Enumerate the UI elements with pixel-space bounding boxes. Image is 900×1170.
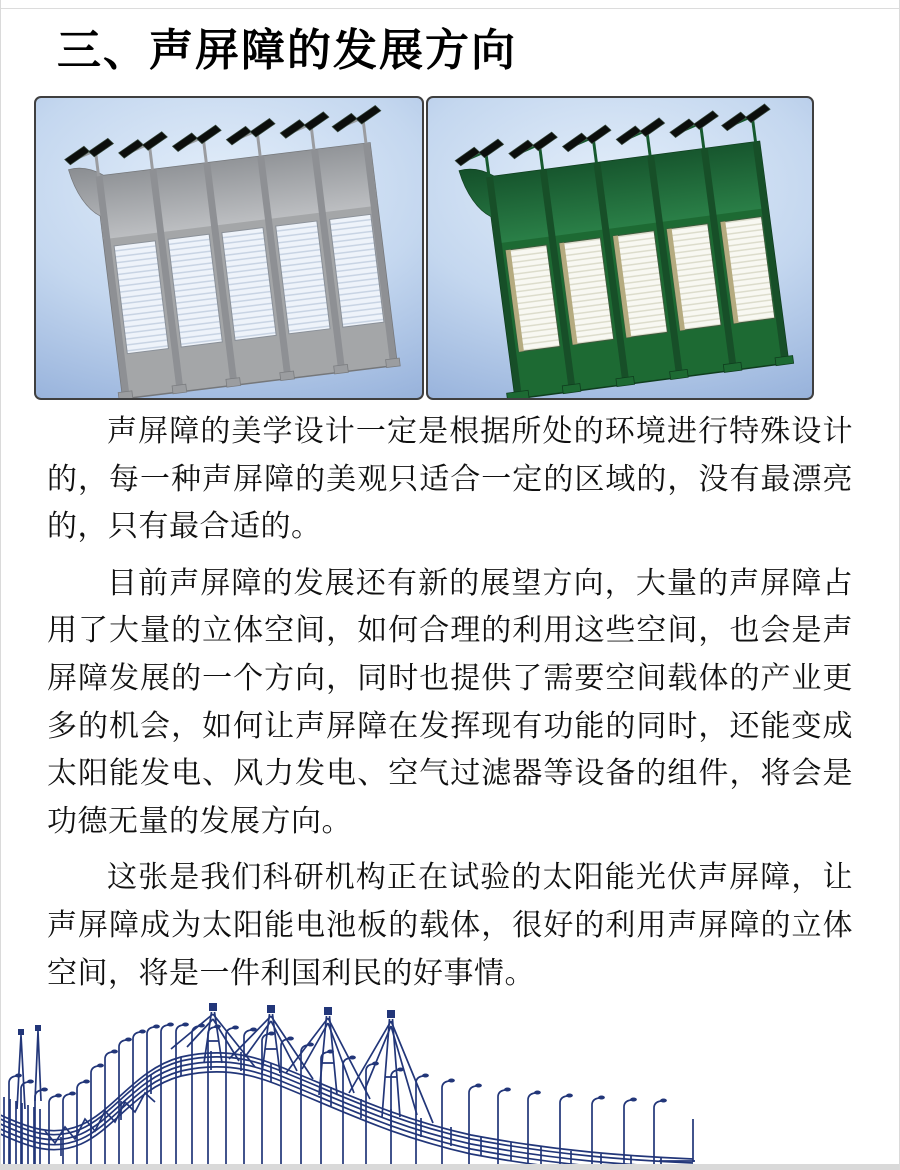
green-barrier-figure <box>426 96 814 400</box>
bridge-lineart-footer <box>1 1001 900 1166</box>
road-end-terminator <box>659 1119 695 1162</box>
gray-barrier-illustration <box>36 98 422 398</box>
body-text-block <box>47 408 853 1006</box>
paragraph-aesthetic-design: 声屏障的美学设计一定是根据所处的环境进行特殊设计的，每一种声屏障的美观只适合一定的区域的，没有最漂亮的，只有最合适的。 <box>47 415 853 544</box>
page-bottom-border <box>1 1164 899 1170</box>
green-barrier-illustration <box>428 98 812 398</box>
page-title: 三、声屏障的发展方向 <box>57 26 517 75</box>
page-top-border <box>1 8 899 9</box>
paragraph-development-outlook: 目前声屏障的发展还有新的展望方向，大量的声屏障占用了大量的立体空间，如何合理的利用这些空间，也会是声屏障发展的一个方向，同时也提供了需要空间载体的产业更多的机会，如何让声屏障在发挥现有功能的同时，还能变成太阳能发电、风力发电、空气过滤器等设备的组件，将会是功德无量的发展方向。 <box>47 566 853 838</box>
gray-barrier-figure <box>34 96 424 400</box>
road-deck-ties <box>61 1051 661 1166</box>
paragraph-pv-barrier-trial: 这张是我们科研机构正在试验的太阳能光伏声屏障，让声屏障成为太阳能电池板的载体，很好的利用声屏障的立体空间，将是一件利国利民的好事情。 <box>47 861 853 990</box>
